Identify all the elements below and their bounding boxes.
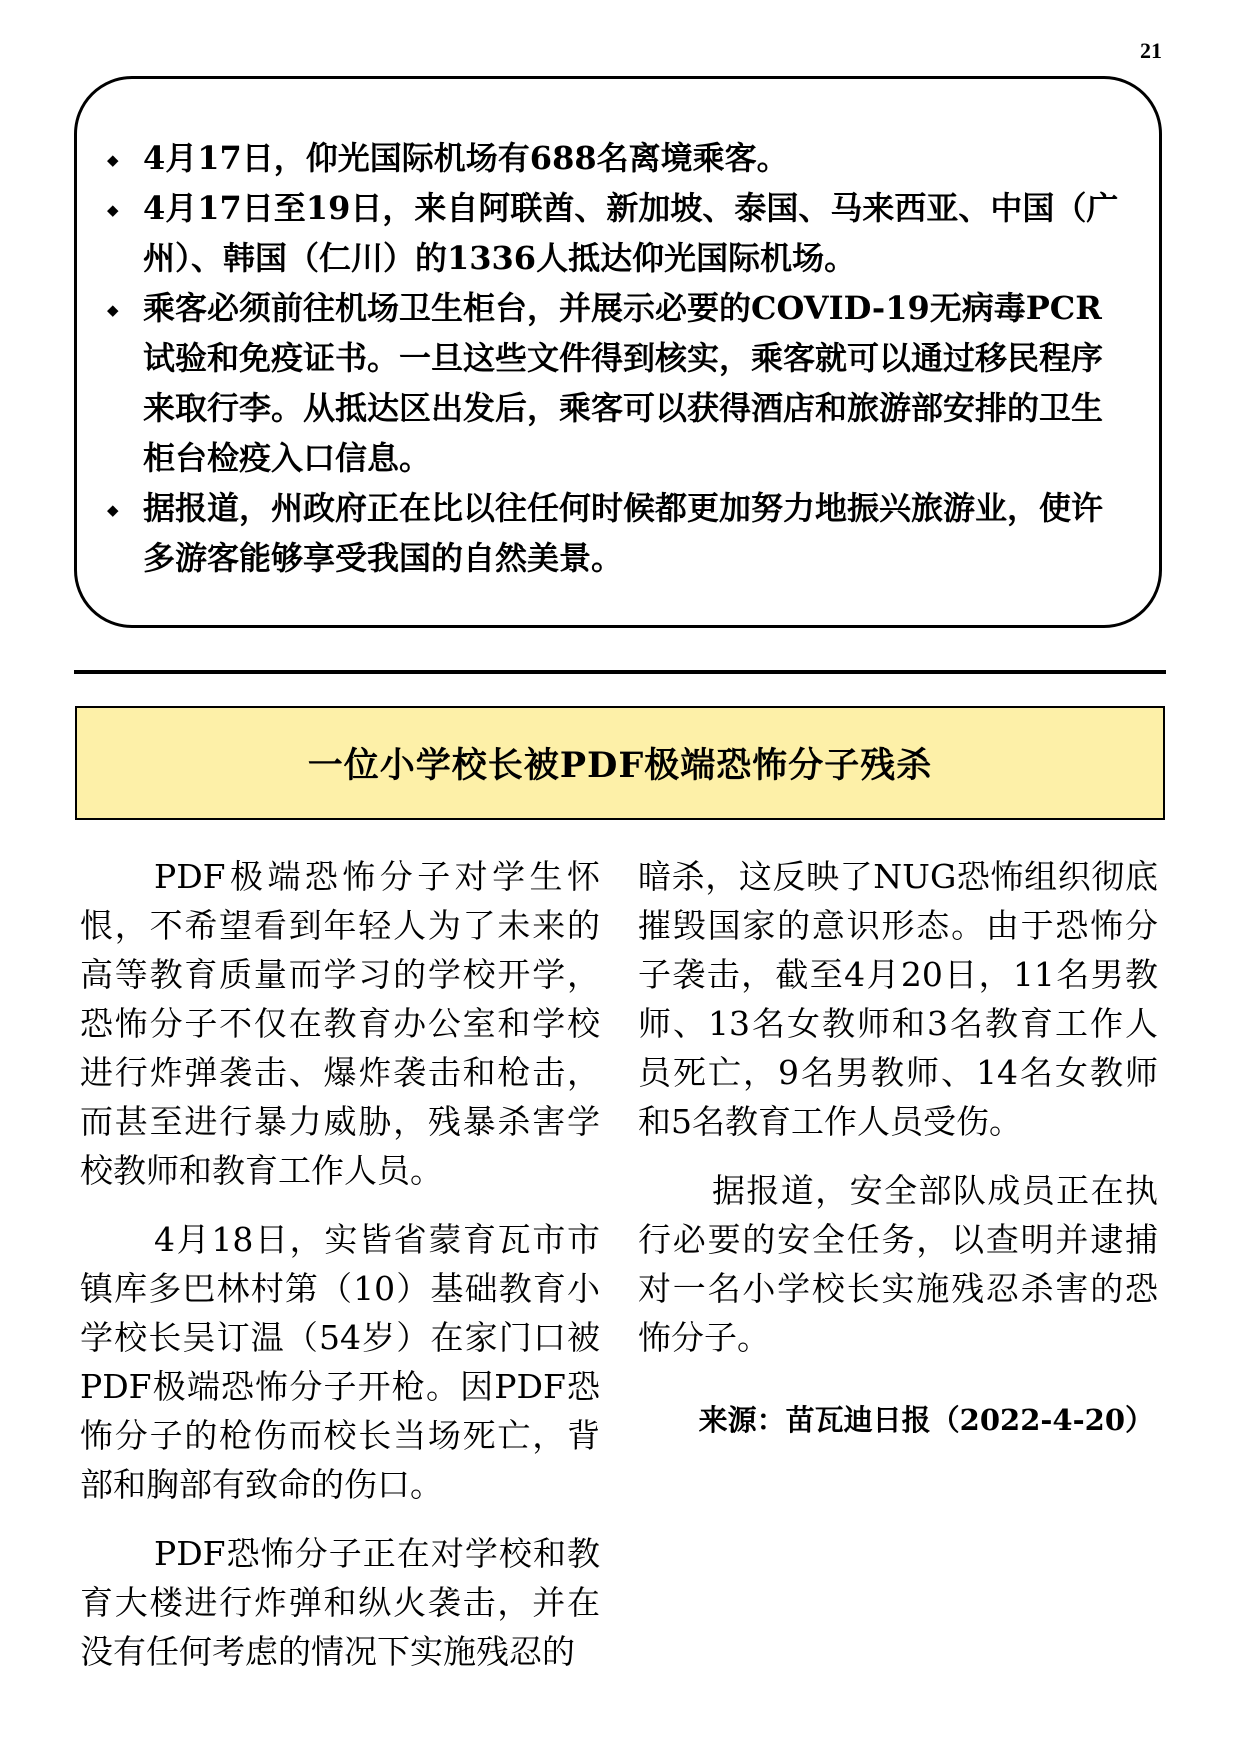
article-paragraph: 4月18日，实皆省蒙育瓦市市镇库多巴林村第（10）基础教育小学校长吴订温（54岁）在家门口被PDF极端恐怖分子开枪。因PDF恐怖分子的枪伤而校长当场死亡，背部和胸部有致命的伤口。 [80,1220,600,1504]
headline-banner [75,706,1165,820]
article-source: 来源：苗瓦迪日报（2022-4-20） [698,1403,1154,1437]
summary-item [107,283,1125,483]
summary-item [107,133,1125,183]
diamond-bullet-icon: ◆ [107,201,119,219]
summary-item-text: 据报道，州政府正在比以往任何时候都更加努力地振兴旅游业，使许多游客能够享受我国的自然美景。 [143,489,1104,577]
article-paragraph: 据报道，安全部队成员正在执行必要的安全任务，以查明并逮捕对一名小学校长实施残忍杀害的恐怖分子。 [638,1171,1158,1357]
article-column-left [80,852,600,1696]
diamond-bullet-icon: ◆ [107,151,119,169]
summary-item-text: 乘客必须前往机场卫生柜台，并展示必要的COVID-19无病毒PCR试验和免疫证书。一旦这些文件得到核实，乘客就可以通过移民程序来取行李。从抵达区出发后，乘客可以获得酒店和旅游部安排的卫生柜台检疫入口信息。 [143,289,1104,477]
diamond-bullet-icon: ◆ [107,301,119,319]
summary-list [107,133,1125,583]
article-paragraph-continued: 暗杀，这反映了NUG恐怖组织彻底摧毁国家的意识形态。由于恐怖分子袭击，截至4月20日，11名男教师、13名女教师和3名教育工作人员死亡，9名男教师、14名女教师和5名教育工作人员受伤。 [638,857,1158,1141]
summary-box [74,76,1162,628]
article-headline: 一位小学校长被PDF极端恐怖分子残杀 [307,745,933,786]
summary-item-text: 4月17日，仰光国际机场有688名离境乘客。 [143,139,789,177]
article-column-right [638,852,1158,1445]
page-number: 21 [1140,38,1162,63]
section-divider [74,670,1166,674]
summary-item-text: 4月17日至19日，来自阿联酋、新加坡、泰国、马来西亚、中国（广州）、韩国（仁川）的1336人抵达仰光国际机场。 [143,189,1119,277]
summary-item [107,483,1125,583]
article-paragraph: PDF极端恐怖分子对学生怀恨，不希望看到年轻人为了未来的高等教育质量而学习的学校开学，恐怖分子不仅在教育办公室和学校进行炸弹袭击、爆炸袭击和枪击，而甚至进行暴力威胁，残暴杀害学校教师和教育工作人员。 [80,857,600,1190]
article-paragraph: PDF恐怖分子正在对学校和教育大楼进行炸弹和纵火袭击，并在没有任何考虑的情况下实施残忍的 [80,1534,600,1671]
summary-item [107,183,1125,283]
diamond-bullet-icon: ◆ [107,501,119,519]
